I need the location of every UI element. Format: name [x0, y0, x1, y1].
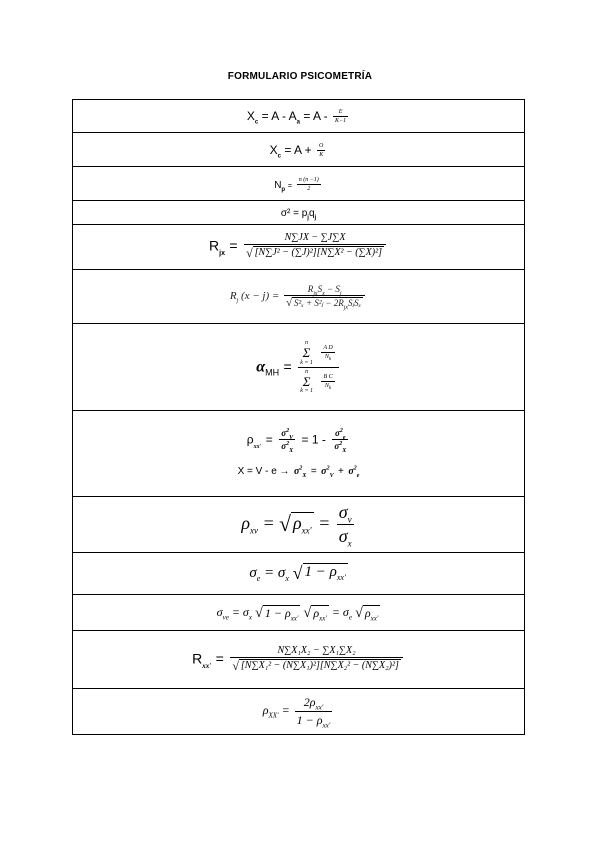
formula-corrected-score-omissions	[73, 133, 525, 167]
var-r: R	[229, 290, 237, 303]
reliability-coef	[73, 428, 524, 454]
fraction: $\frac{2\rho_{xx'}}{1 - \rho_{xx'}}$	[296, 694, 331, 730]
fraction: $\frac{n (n -1)}{2}$	[298, 177, 319, 193]
equals: =	[283, 358, 292, 375]
formula-spearman-brown	[73, 688, 525, 734]
sub-j: j	[236, 298, 239, 305]
equals: =	[318, 512, 331, 533]
fraction: $\frac{\text{N∑X₁X₂ − ∑X₁∑X₂}}{\text{√ [N∑X₁² − (N∑X₁)²][N∑X₂² − (N∑X₂)²]}}$	[230, 645, 403, 674]
formula-mantel-haenszel	[73, 324, 525, 411]
sub-ve: ve	[222, 613, 229, 622]
sub-p: p	[281, 186, 286, 193]
expr: = σ	[231, 605, 249, 620]
formula-standard-error: $\sigma_e = \sigma_x$ √ $1 - \rho_{xx'}$	[73, 552, 525, 594]
formula-item-total-correlation	[73, 224, 525, 269]
expr: X = V - e →	[237, 466, 290, 478]
var-sigma: σ	[249, 564, 257, 581]
var-rho: ρ	[262, 703, 269, 718]
expr: = σ	[331, 605, 349, 620]
expr-arg: (x − j) =	[240, 290, 280, 303]
sub-a: a	[296, 119, 300, 126]
expr: = 1 -	[301, 432, 326, 447]
sub-mh: MH	[265, 367, 280, 378]
formula-reliability	[73, 410, 525, 497]
sub-xx: xx'	[202, 661, 212, 670]
sub-c: c	[277, 153, 281, 160]
sub-xx: XX'	[268, 711, 279, 720]
var-alpha: α	[256, 358, 266, 376]
variance-decomposition: $X = V - e \to \sigma^2_X = \sigma^2_V + \sigma^2_e$	[237, 465, 360, 480]
equals: =	[310, 466, 317, 478]
var-x: X	[246, 109, 255, 124]
var-sigma: σ	[216, 605, 223, 620]
var-r: R	[209, 238, 220, 255]
equals: =	[287, 182, 292, 190]
var-rho: ρ	[246, 432, 254, 447]
expr-mid: = A - A	[261, 109, 297, 124]
fraction: $\frac{\sigma_v}{\sigma_x}$	[338, 502, 352, 549]
sub-xx: xx'	[253, 444, 262, 451]
formula-reliability-index: $\rho_{xv}$ = √ $\rho_{xx'}$ = $\frac{\sigma_v}{\sigma_x}$	[73, 497, 525, 552]
page-title: FORMULARIO PSICOMETRÍA	[227, 71, 373, 82]
var-q: q	[308, 208, 315, 220]
sub-x: x	[285, 573, 289, 583]
equals: =	[265, 432, 273, 447]
fraction: $\frac{\sigma^2_V}{\sigma^2_X}$	[281, 428, 294, 454]
sub-e: e	[348, 613, 352, 622]
sub-e: e	[256, 573, 261, 583]
formula-corrected-score-errors	[73, 100, 525, 133]
sub-j: j	[307, 215, 309, 222]
formula-standard-error-estimate: $\sigma_{ve} = \sigma_x$ √ $1 - \rho_{xx'}$ √ $\rho_{xx'} = \sigma_e$ √ $\rho_{xx'}$	[73, 595, 525, 631]
equals: =	[262, 512, 275, 533]
plus: +	[338, 466, 344, 478]
formula-pairs	[73, 167, 525, 200]
var-x: X	[269, 142, 278, 157]
formula-item-variance	[73, 200, 525, 224]
equals: =	[229, 238, 238, 255]
expr: = σ	[264, 564, 286, 581]
formula-test-retest-correlation	[73, 631, 525, 688]
sub-xv: xv	[250, 525, 258, 536]
sub-j: j	[314, 215, 317, 222]
fraction: $\frac{O}{K}$	[319, 143, 324, 159]
sub-c: c	[254, 119, 259, 126]
fraction: $\frac{R_{jx}S_x - S_j}{√ S^2_x + S^2ⱼ - 2R_{jx}SⱼS_x}$	[284, 284, 365, 309]
fraction: n Σ k = 1 $\frac{\text{A D}}{N_k}$ n Σ k = 1 $\frac{\text{B C}}{N_k}$	[298, 340, 339, 394]
equals: =	[215, 650, 224, 667]
fraction: $\frac{\sigma^2_e}{\sigma^2_X}$	[334, 428, 347, 454]
fraction: $\frac{E}{K-1}$	[335, 109, 347, 125]
formula-table	[72, 99, 525, 735]
sub-jx: jx	[219, 250, 225, 258]
var-rho: ρ	[241, 512, 250, 533]
fraction: $\frac{N\sum JX - \sum J\sum X}{\text{√ [N∑J² − (∑J)²][N∑X² − (∑X)²]}}$	[244, 232, 386, 261]
sub-x: x	[248, 613, 252, 622]
formula-corrected-item-total	[73, 270, 525, 324]
var-n: N	[274, 179, 282, 191]
var-r: R	[192, 650, 203, 667]
expr-rest: = A -	[303, 109, 328, 124]
expr-rest: = A +	[284, 142, 312, 157]
equals: =	[281, 703, 290, 718]
expr: σ² = p	[280, 208, 308, 220]
